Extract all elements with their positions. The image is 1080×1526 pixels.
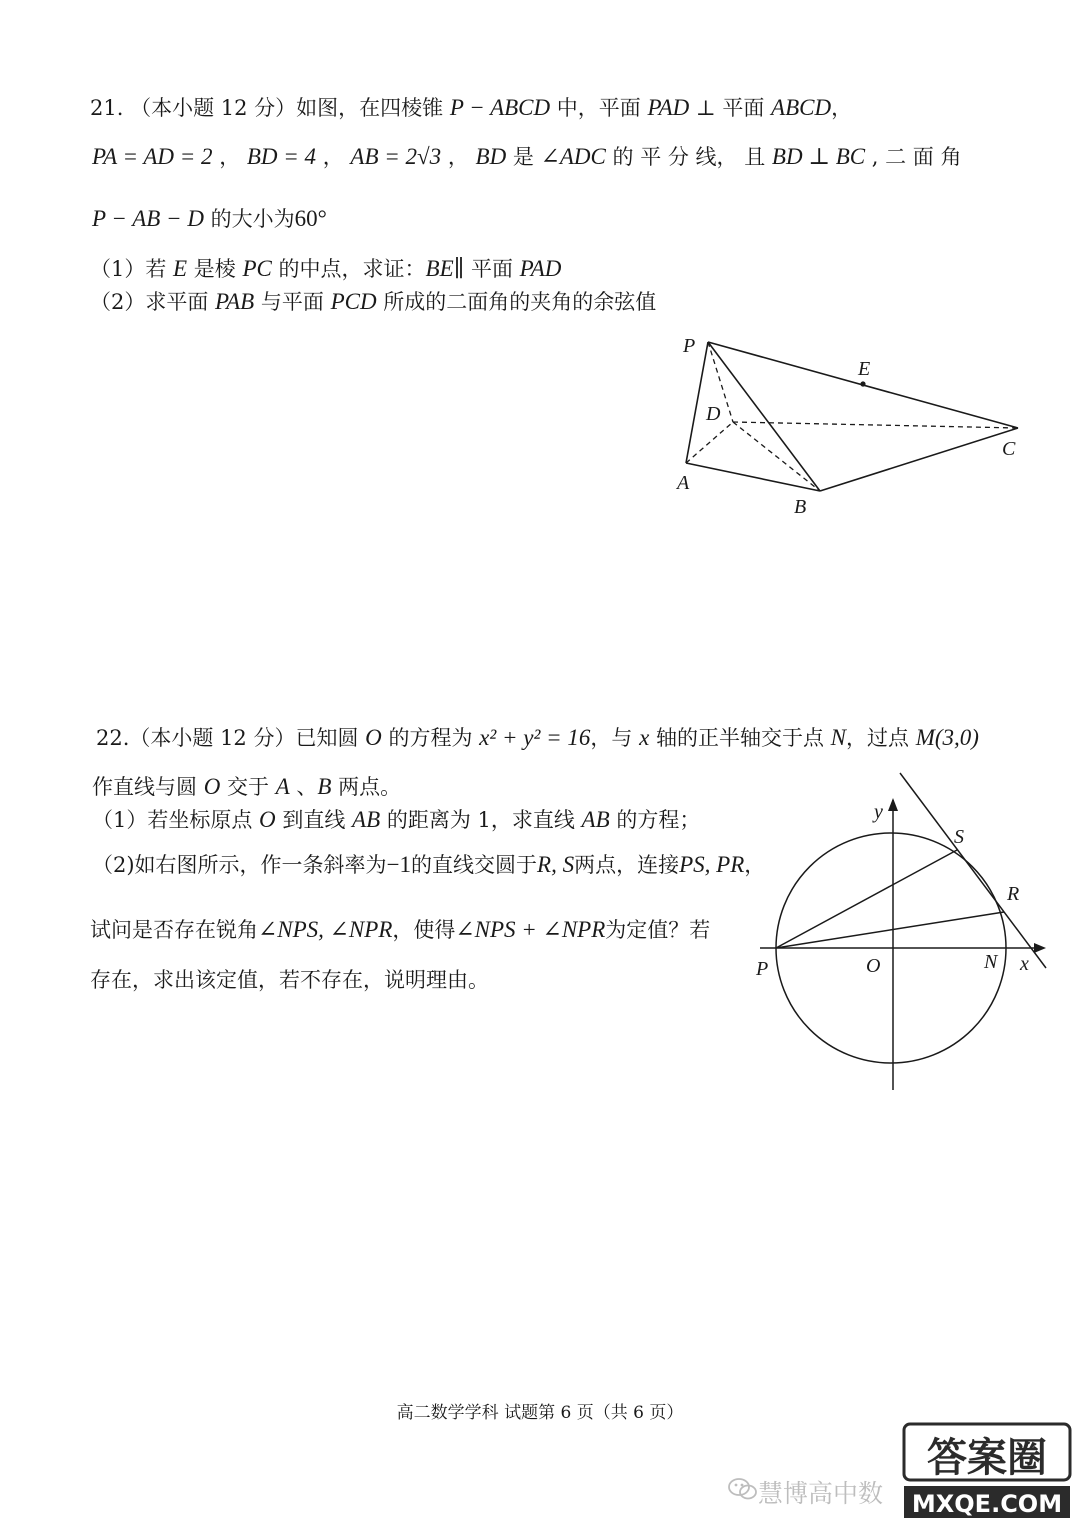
q22-part2-mid2: 两点，连接	[574, 853, 680, 877]
q22-line1-mid: 的方程为	[381, 726, 480, 750]
q21-pad: PAD	[519, 256, 562, 281]
q22-ab2: AB	[581, 807, 610, 832]
q21-bd2: BD	[475, 144, 507, 169]
q21-line2-t6: , 二 面 角	[865, 145, 962, 169]
line-rs	[900, 773, 1046, 968]
label-y: y	[874, 801, 883, 823]
label-p: P	[683, 335, 696, 357]
q21-line2-t2: ，	[316, 145, 351, 169]
q22-circle-eq: x² + y² = 16	[479, 725, 591, 750]
q21-part2-pre: （2）求平面	[90, 290, 216, 314]
q22-line2-mid: 交于	[220, 775, 276, 799]
q21-angle-adc: ∠ADC	[540, 144, 606, 169]
q21-part1-mid2: 的中点，求证：	[271, 257, 426, 281]
label-p2: P	[756, 958, 769, 980]
q22-line2-mid2: 、	[289, 775, 318, 799]
svg-text:答案圈: 答案圈	[927, 1435, 1047, 1481]
page-footer: 高二数学学科 试题第 6 页（共 6 页）	[396, 1403, 684, 1423]
q22-line1-pre: 22.（本小题 12 分）已知圆	[96, 726, 366, 750]
label-x: x	[1020, 953, 1029, 975]
q22-part2-mid: 的直线交圆于	[411, 853, 538, 877]
q21-line1-mid2: ⊥ 平面	[689, 96, 772, 120]
q22-o2: O	[203, 774, 221, 799]
q22-line5-end: 为定值？若	[605, 918, 711, 942]
q22-origin: O	[259, 807, 276, 832]
q22-o: O	[365, 725, 382, 750]
wechat-icon	[728, 1476, 758, 1502]
q22-part1-end: 的方程；	[609, 808, 701, 832]
label-c: C	[1002, 438, 1016, 460]
watermark-text: 慧博高中数	[758, 1479, 884, 1508]
q22-ps-pr: PS, PR	[679, 852, 745, 877]
q22-line5-mid: ，使得	[392, 918, 456, 942]
q22-line6-text: 存在，求出该定值，若不存在，说明理由。	[90, 968, 489, 992]
q22-line2-pre: 作直线与圆	[92, 775, 204, 799]
q21-part1-pre: （1）若	[90, 257, 174, 281]
x-axis-arrow-icon	[1034, 943, 1046, 953]
q21-line1-pre: 21. （本小题 12 分）如图，在四棱锥	[90, 96, 450, 120]
label-o: O	[866, 955, 881, 977]
q21-line2-t1: ，	[212, 145, 247, 169]
label-d: D	[706, 403, 721, 425]
q21-line2-t4: 是	[506, 145, 541, 169]
q21-e: E	[173, 256, 188, 281]
q21-line1-end: ，	[831, 96, 853, 120]
q22-part1-mid2: 的距离为 1，求直线	[380, 808, 582, 832]
q21-plane-abcd: ABCD	[771, 95, 832, 120]
label-r: R	[1007, 883, 1020, 905]
q22-line5-pre: 试问是否存在锐角	[90, 918, 258, 942]
y-axis-arrow-icon	[888, 798, 898, 811]
q22-part2-end: ，	[744, 853, 766, 877]
q21-part2-end: 所成的二面角的夹角的余弦值	[376, 290, 657, 314]
q22-line1-mid3: 轴的正半轴交于点	[649, 726, 831, 750]
q22-n: N	[830, 725, 846, 750]
q21-plane-pad: PAD	[647, 95, 690, 120]
q21-pc: PC	[242, 256, 272, 281]
q21-ab: AB = 2√3	[350, 144, 442, 169]
q21-part1-mid: 是棱	[187, 257, 243, 281]
q22-m: M(3,0)	[915, 725, 979, 750]
q21-bd-perp-bc: BD ⊥ BC	[771, 144, 866, 169]
svg-text:MXQE.COM: MXQE.COM	[911, 1490, 1063, 1518]
q22-a: A	[275, 774, 290, 799]
q21-line2-t5: 的 平 分 线， 且	[605, 145, 772, 169]
label-b: B	[794, 496, 807, 518]
site-logo	[898, 1414, 1078, 1524]
label-e: E	[858, 358, 871, 380]
q21-bd: BD = 4	[246, 144, 317, 169]
q22-ab: AB	[352, 807, 381, 832]
q21-60deg: 60°	[294, 206, 327, 231]
label-n: N	[984, 951, 998, 973]
q21-line3-t1: 的大小为	[203, 207, 295, 231]
q21-line2-t3: ，	[441, 145, 476, 169]
q21-pa-ad: PA = AD = 2	[92, 144, 213, 169]
q22-line2-end: 两点。	[331, 775, 402, 799]
q22-line1-mid4: ，过点	[846, 726, 916, 750]
q21-pab: PAB	[215, 289, 255, 314]
q21-pcd: PCD	[330, 289, 377, 314]
q22-angle-sum: ∠NPS + ∠NPR	[455, 917, 606, 942]
label-a: A	[677, 472, 690, 494]
label-s: S	[954, 826, 964, 848]
q22-rs: R, S	[537, 852, 575, 877]
q22-angles: ∠NPS, ∠NPR	[258, 917, 393, 942]
q21-pyramid: P − ABCD	[449, 95, 551, 120]
q21-be-parallel: BE∥	[425, 256, 465, 281]
q22-slope: −1	[386, 852, 412, 877]
q22-part1-pre: （1）若坐标原点	[92, 808, 260, 832]
q22-part1-mid: 到直线	[275, 808, 353, 832]
q21-line1-mid: 中，平面	[550, 96, 648, 120]
q22-b: B	[317, 774, 332, 799]
q22-part2-pre: （2)如右图所示，作一条斜率为	[92, 853, 387, 877]
q22-x: x	[639, 725, 650, 750]
q21-dihedral: P − AB − D	[92, 206, 204, 231]
q21-part2-mid: 与平面	[254, 290, 331, 314]
q22-line1-mid2: ，与	[590, 726, 640, 750]
q21-part1-mid3: 平面	[464, 257, 520, 281]
